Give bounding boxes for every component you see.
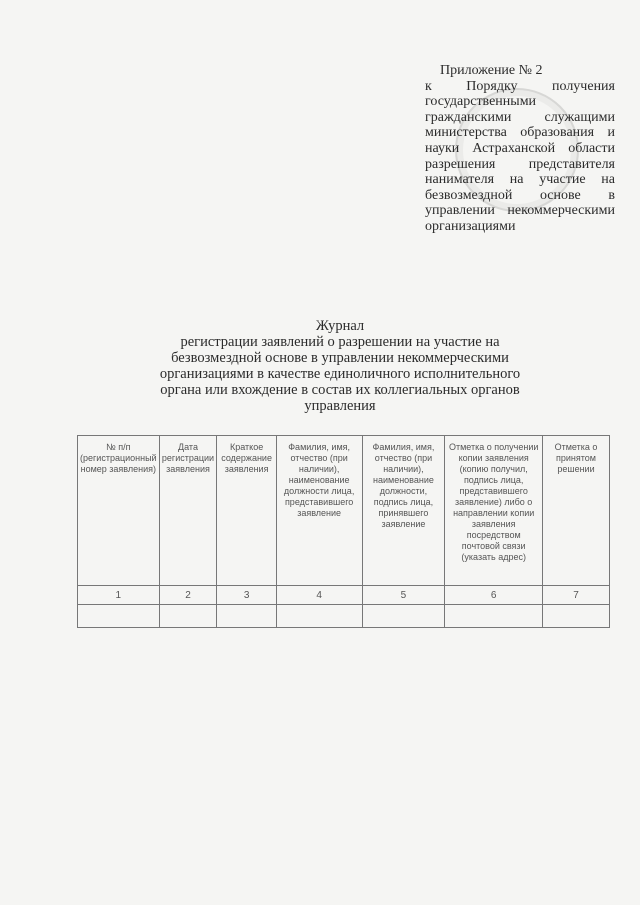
empty-cell (217, 605, 276, 628)
appendix-body: к Порядку получения государственными гражданскими служащими министерства образования и науки Астраханской области разрешения представителя нанимателя на участие на безвозмездной основе в управлении некоммерческими организациями (425, 78, 615, 234)
journal-title: Журнал (315, 318, 365, 334)
column-number: 7 (542, 586, 609, 605)
column-number: 3 (217, 586, 276, 605)
empty-cell (159, 605, 217, 628)
registration-table (77, 435, 610, 628)
column-number: 1 (78, 586, 160, 605)
document-heading (150, 318, 530, 414)
table-empty-row (78, 605, 610, 628)
empty-cell (542, 605, 609, 628)
empty-cell (445, 605, 543, 628)
empty-cell (78, 605, 160, 628)
column-number: 4 (276, 586, 362, 605)
column-number: 5 (362, 586, 445, 605)
header-cell-summary: Краткое содержание заявления (217, 436, 276, 586)
header-cell-date: Дата регистрации заявления (159, 436, 217, 586)
header-cell-receiver: Фамилия, имя, отчество (при наличии), наименование должности, подпись лица, принявшего заявление (362, 436, 445, 586)
header-cell-number: № п/п (регистрационный номер заявления) (78, 436, 160, 586)
header-cell-copy-mark: Отметка о получении копии заявления (копию получил, подпись лица, представившего заявление) либо о направлении копии заявления посредством почтовой связи (указать адрес) (445, 436, 543, 586)
appendix-title: Приложение № 2 (440, 63, 543, 78)
column-number: 2 (159, 586, 217, 605)
appendix-block (425, 63, 615, 235)
header-cell-applicant: Фамилия, имя, отчество (при наличии), наименование должности лица, представившего заявление (276, 436, 362, 586)
journal-subtitle: регистрации заявлений о разрешении на участие на безвозмездной основе в управлении некоммерческими организациями в качестве единоличного исполнительного органа или вхождение в состав их коллегиальных органов управления (159, 334, 521, 414)
table-header-row (78, 436, 610, 586)
table-number-row (78, 586, 610, 605)
column-number: 6 (445, 586, 543, 605)
empty-cell (276, 605, 362, 628)
header-cell-decision: Отметка о принятом решении (542, 436, 609, 586)
empty-cell (362, 605, 445, 628)
